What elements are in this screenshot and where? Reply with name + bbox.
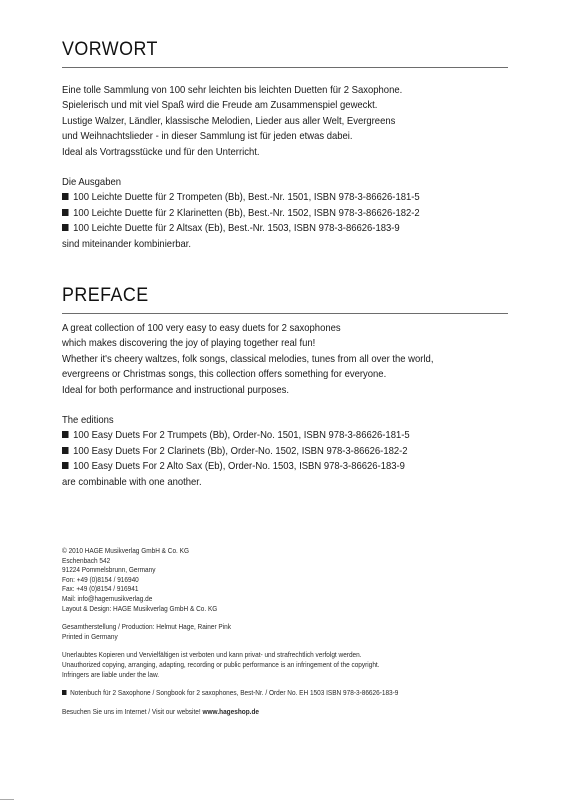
preface-edition-item: 100 Easy Duets For 2 Clarinets (Bb), Order-No. 1502, ISBN 978-3-86626-182-2	[62, 444, 499, 459]
vorwort-line: Lustige Walzer, Ländler, klassische Melodien, Lieder aus aller Welt, Evergreens	[62, 115, 396, 127]
square-bullet-icon	[62, 193, 69, 200]
preface-line: evergreens or Christmas songs, this collection offers something for everyone.	[62, 369, 387, 381]
preface-line: A great collection of 100 very easy to easy duets for 2 saxophones	[62, 323, 341, 334]
imprint-line: © 2010 HAGE Musikverlag GmbH & Co. KG	[62, 546, 189, 555]
vorwort-edition-item: 100 Leichte Duette für 2 Klarinetten (Bb), Best.-Nr. 1502, ISBN 978-3-86626-182-2	[62, 206, 499, 221]
vorwort-editions-outro: sind miteinander kombinierbar.	[62, 238, 192, 250]
imprint-line: Fax: +49 (0)8154 / 916941	[62, 584, 139, 594]
copyright-line: Unauthorized copying, arranging, adapting, recording or public performance is an infringement of the copyright.	[62, 659, 380, 669]
order-line: Notenbuch für 2 Saxophone / Songbook for 2 saxophones, Best-Nr. / Order No. EH 1503 ISBN 978-3-86626-183-9	[62, 688, 485, 698]
preface-editions-intro: The editions	[62, 415, 114, 427]
vorwort-line: Eine tolle Sammlung von 100 sehr leichten bis leichten Duetten für 2 Saxophone.	[62, 85, 403, 96]
imprint	[62, 546, 532, 716]
imprint-line: 91224 Pommelsbrunn, Germany	[62, 565, 156, 575]
vorwort-line: und Weihnachtslieder - in dieser Sammlung ist für jeden etwas dabei.	[62, 131, 353, 143]
website-line: Besuchen Sie uns im Internet / Visit our website! www.hageshop.de	[62, 706, 260, 716]
copyright-line: Unerlaubtes Kopieren und Vervielfältigen ist verboten und kann privat- und strafrechtlich verfolgt werden.	[62, 650, 362, 660]
square-bullet-icon	[62, 431, 69, 438]
imprint-line: Eschenbach 542	[62, 555, 111, 565]
preface-line: Ideal for both performance and instructional purposes.	[62, 384, 289, 396]
copyright-line: Infringers are liable under the law.	[62, 669, 160, 679]
square-bullet-icon	[62, 690, 67, 695]
imprint-line: Layout & Design: HAGE Musikverlag GmbH & Co. KG	[62, 603, 218, 613]
preface-line: which makes discovering the joy of playing together real fun!	[62, 338, 316, 350]
vorwort-edition-item: 100 Leichte Duette für 2 Altsax (Eb), Best.-Nr. 1503, ISBN 978-3-86626-183-9	[62, 221, 499, 236]
preface-divider	[62, 313, 508, 314]
vorwort-line: Spielerisch und mit viel Spaß wird die Freude am Zusammenspiel geweckt.	[62, 100, 378, 112]
preface-text	[62, 321, 532, 490]
preface-edition-item: 100 Easy Duets For 2 Trumpets (Bb), Order-No. 1501, ISBN 978-3-86626-181-5	[62, 428, 499, 443]
imprint-line: Mail: info@hagemusikverlag.de	[62, 593, 153, 603]
website-link[interactable]: www.hageshop.de	[202, 706, 260, 716]
square-bullet-icon	[62, 224, 69, 231]
preface-heading: PREFACE	[62, 285, 149, 306]
vorwort-edition-item: 100 Leichte Duette für 2 Trompeten (Bb), Best.-Nr. 1501, ISBN 978-3-86626-181-5	[62, 190, 499, 205]
production-line: Gesamtherstellung / Production: Helmut Hage, Rainer Pink	[62, 622, 231, 632]
vorwort-heading: VORWORT	[62, 39, 158, 60]
preface-edition-item: 100 Easy Duets For 2 Alto Sax (Eb), Order-No. 1503, ISBN 978-3-86626-183-9	[62, 459, 499, 474]
preface-line: Whether it's cheery waltzes, folk songs, classical melodies, tunes from all over the world,	[62, 353, 434, 365]
vorwort-editions-intro: Die Ausgaben	[62, 177, 121, 189]
production-line: Printed in Germany	[62, 631, 118, 641]
imprint-line: Fon: +49 (0)8154 / 916940	[62, 574, 139, 584]
square-bullet-icon	[62, 209, 69, 216]
vorwort-line: Ideal als Vortragsstücke und für den Unterricht.	[62, 146, 260, 158]
square-bullet-icon	[62, 447, 69, 454]
vorwort-text	[62, 83, 532, 252]
square-bullet-icon	[62, 462, 69, 469]
vorwort-divider	[62, 67, 508, 68]
preface-editions-outro: are combinable with one another.	[62, 476, 202, 488]
